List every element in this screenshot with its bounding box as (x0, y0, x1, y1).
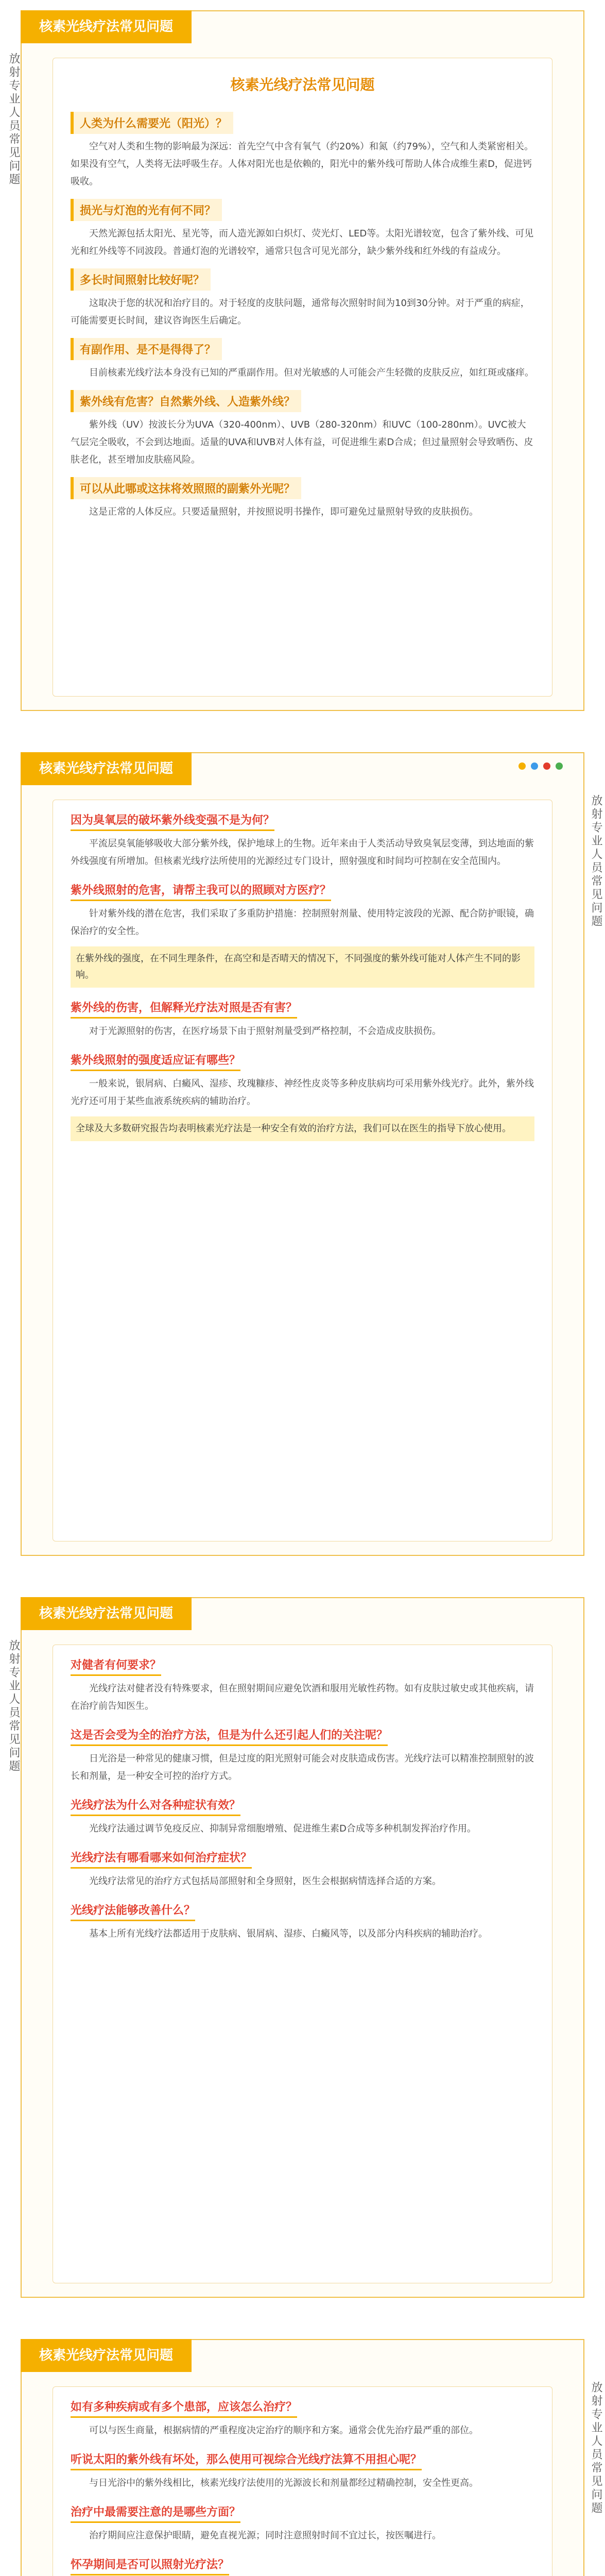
side-label: 放射专业人员常见问题 (7, 1639, 20, 1773)
question: 因为臭氧层的破坏紫外线变强不是为何？ (71, 809, 274, 831)
answer: 紫外线（UV）按波长分为UVA（320-400nm）、UVB（280-320nm）和UVC（100-280nm）。UVC被大气层完全吸收，不会到达地面。适量的UVA和UVB对人体有益，可促进维生素D合成；但过量照射会导致晒伤、皮肤老化，甚至增加皮肤癌风险。 (71, 419, 533, 465)
answer: 基本上所有光线疗法都适用于皮肤病、银屑病、湿疹、白癜风等，以及部分内科疾病的辅助治疗。 (89, 1928, 488, 1939)
panel-tab: 核素光线疗法常见问题 (21, 2339, 192, 2372)
answer: 这是正常的人体反应。只要适量照射，并按照说明书操作，即可避免过量照射导致的皮肤损伤。 (89, 506, 478, 517)
answer: 日光浴是一种常见的健康习惯，但是过度的阳光照射可能会对皮肤造成伤害。光线疗法可以精准控制照射的波长和剂量，是一种安全可控的治疗方式。 (71, 1753, 534, 1782)
faq-panel-3 (7, 1597, 584, 2298)
faq-card (53, 58, 552, 697)
answer: 可以与医生商量，根据病情的严重程度决定治疗的顺序和方案。通常会优先治疗最严重的部位。 (89, 2425, 478, 2436)
answer: 光线疗法常见的治疗方式包括局部照射和全身照射，医生会根据病情选择合适的方案。 (89, 1876, 441, 1887)
faq-panel-4 (21, 2339, 602, 2576)
faq-card (53, 2386, 552, 2576)
answer: 与日光浴中的紫外线相比，核素光线疗法使用的光源波长和剂量都经过精确控制，安全性更高。 (89, 2478, 478, 2488)
question: 紫外线的伤害，但解释光疗法对照是否有害？ (71, 997, 297, 1019)
question: 这是否会受为全的治疗方法，但是为什么还引起人们的关注呢？ (71, 1724, 388, 1746)
question: 光线疗法为什么对各种症状有效？ (71, 1794, 240, 1816)
answer: 天然光源包括太阳光、星光等，而人造光源如白炽灯、荧光灯、LED等。太阳光谱较宽，包含了紫外线、可见光和红外线等不同波段。普通灯泡的光谱较窄，通常只包含可见光部分，缺少紫外线和红外线的有益成分。 (71, 228, 534, 257)
answer: 光线疗法对健者没有特殊要求，但在照射期间应避免饮酒和服用光敏性药物。如有皮肤过敏史或其他疾病，请在治疗前告知医生。 (71, 1683, 534, 1711)
side-label: 放射专业人员常见问题 (7, 53, 20, 187)
question: 多长时间照射比较好呢？ (71, 268, 211, 291)
faq-card (53, 800, 552, 1541)
dot (531, 762, 538, 770)
faq-card (53, 1645, 552, 2283)
question: 光线疗法有哪看哪来如何治疗症状？ (71, 1847, 252, 1869)
question: 人类为什么需要光（阳光）？ (71, 112, 233, 134)
faq-panel-2 (21, 752, 602, 1556)
color-dots (518, 762, 563, 770)
answer: 对于光源照射的伤害，在医疗场景下由于照射剂量受到严格控制，不会造成皮肤损伤。 (89, 1026, 441, 1037)
question: 如有多种疾病或有多个患部，应该怎么治疗？ (71, 2396, 297, 2418)
question: 对健者有何要求？ (71, 1654, 161, 1676)
answer: 平流层臭氧能够吸收大部分紫外线，保护地球上的生物。近年来由于人类活动导致臭氧层变薄，到达地面的紫外线强度有所增加。但核素光线疗法所使用的光源经过专门设计，照射强度和时间均可控制在安全范围内。 (71, 838, 534, 867)
answer: 一般来说，银屑病、白癜风、湿疹、玫瑰糠疹、神经性皮炎等多种皮肤病均可采用紫外线光疗。此外，紫外线光疗还可用于某些血液系统疾病的辅助治疗。 (71, 1078, 534, 1107)
question: 紫外线照射的强度适应证有哪些？ (71, 1049, 240, 1071)
question: 有副作用、是不是得得了？ (71, 338, 222, 360)
dot (518, 762, 526, 770)
panel-tab: 核素光线疗法常见问题 (21, 10, 192, 43)
panel-tab: 核素光线疗法常见问题 (21, 752, 192, 785)
question: 怀孕期间是否可以照射光疗法？ (71, 2554, 229, 2575)
highlight-note: 全球及大多数研究报告均表明核素光疗法是一种安全有效的治疗方法，我们可以在医生的指导下放心使用。 (71, 1116, 534, 1141)
answer: 目前核素光线疗法本身没有已知的严重副作用。但对光敏感的人可能会产生轻微的皮肤反应，如红斑或瘙痒。 (89, 367, 534, 378)
answer: 光线疗法通过调节免疫反应、抑制异常细胞增殖、促进维生素D合成等多种机制发挥治疗作用。 (89, 1823, 476, 1834)
question: 治疗中最需要注意的是哪些方面？ (71, 2501, 240, 2523)
side-label: 放射专业人员常见问题 (590, 2381, 602, 2515)
dot (556, 762, 563, 770)
question: 可以从此哪或这抹将效照照的副紫外光呢？ (71, 477, 301, 499)
question: 损光与灯泡的光有何不同？ (71, 199, 222, 221)
dot (543, 762, 550, 770)
side-label: 放射专业人员常见问题 (590, 794, 602, 928)
card-title: 核素光线疗法常见问题 (230, 76, 375, 93)
answer: 针对紫外线的潜在危害，我们采取了多重防护措施：控制照射剂量、使用特定波段的光源、配合防护眼镜，确保治疗的安全性。 (71, 908, 534, 937)
question: 光线疗法能够改善什么？ (71, 1900, 195, 1921)
answer: 空气对人类和生物的影响最为深远：首先空气中含有氧气（约20%）和氮（约79%），空气和人类紧密相关。如果没有空气，人类将无法呼吸生存。人体对阳光也是依赖的，阳光中的紫外线可帮助人体合成维生素D，促进钙吸收。 (71, 141, 534, 187)
panel-tab: 核素光线疗法常见问题 (21, 1597, 192, 1630)
question: 听说太阳的紫外线有坏处，那么使用可视综合光线疗法算不用担心呢？ (71, 2449, 422, 2470)
question: 紫外线有危害？自然紫外线、人造紫外线？ (71, 390, 301, 412)
highlight-note: 在紫外线的强度，在不同生理条件，在高空和是否晴天的情况下，不同强度的紫外线可能对人体产生不同的影响。 (71, 946, 534, 988)
answer: 这取决于您的状况和治疗目的。对于轻度的皮肤问题，通常每次照射时间为10到30分钟。对于严重的病症，可能需要更长时间，建议咨询医生后确定。 (71, 298, 530, 326)
question: 紫外线照射的危害，请帮主我可以的照顾对方医疗？ (71, 879, 331, 901)
answer: 治疗期间应注意保护眼睛，避免直视光源；同时注意照射时间不宜过长，按医嘱进行。 (89, 2530, 441, 2541)
faq-panel-1 (7, 10, 584, 711)
